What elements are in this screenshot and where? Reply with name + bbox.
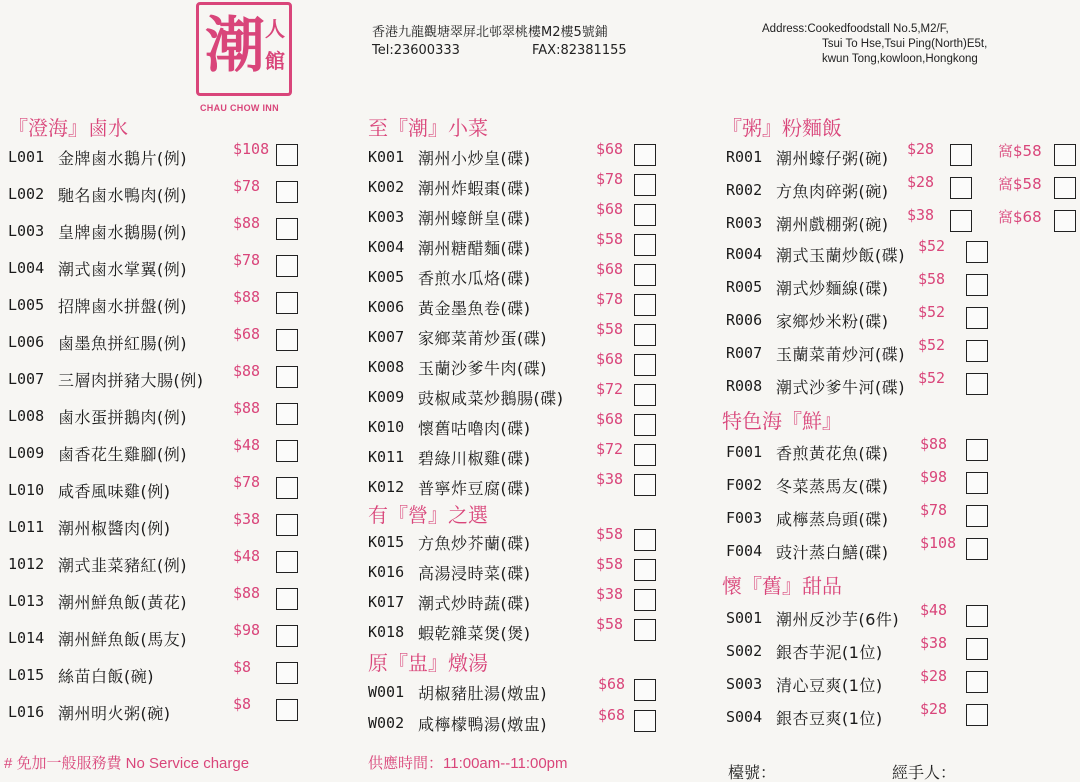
menu-item bbox=[368, 675, 728, 705]
order-checkbox[interactable] bbox=[966, 439, 988, 461]
address-en-line-2: Tsui To Hse,Tsui Ping(North)E5t, bbox=[822, 38, 988, 50]
item-code: L006 bbox=[8, 333, 45, 351]
menu-item bbox=[8, 325, 368, 355]
item-price: $48 bbox=[233, 547, 261, 565]
item-name: 潮式炒麵線(碟) bbox=[776, 279, 889, 298]
menu-item bbox=[726, 700, 1080, 730]
item-price: $108 bbox=[920, 534, 957, 552]
handler-label: 經手人： bbox=[892, 763, 957, 782]
item-code: K016 bbox=[368, 563, 405, 581]
item-price: $52 bbox=[918, 237, 946, 255]
order-checkbox[interactable] bbox=[634, 710, 656, 732]
item-price: $78 bbox=[596, 290, 624, 308]
menu-item bbox=[368, 585, 728, 615]
item-price: $98 bbox=[920, 468, 948, 486]
item-name: 鹵香花生雞腳(例) bbox=[58, 445, 187, 464]
item-name: 招牌鹵水拼盤(例) bbox=[58, 297, 187, 316]
order-checkbox[interactable] bbox=[950, 210, 972, 232]
item-name: 豉汁蒸白鱔(碟) bbox=[776, 543, 889, 562]
logo bbox=[196, 2, 292, 96]
order-checkbox[interactable] bbox=[966, 241, 988, 263]
item-code: L004 bbox=[8, 259, 45, 277]
order-checkbox[interactable] bbox=[966, 538, 988, 560]
item-name: 方魚炒芥蘭(碟) bbox=[418, 534, 531, 553]
item-name: 銀杏芋泥(1位) bbox=[776, 643, 883, 662]
item-name: 咸檸蒸烏頭(碟) bbox=[776, 510, 889, 529]
menu-item bbox=[368, 470, 728, 500]
order-checkbox-pot[interactable] bbox=[1054, 144, 1076, 166]
item-name: 家鄉炒米粉(碟) bbox=[776, 312, 889, 331]
order-checkbox[interactable] bbox=[950, 144, 972, 166]
order-checkbox[interactable] bbox=[634, 174, 656, 196]
order-checkbox[interactable] bbox=[276, 255, 298, 277]
item-price: $38 bbox=[233, 510, 261, 528]
item-code: L002 bbox=[8, 185, 45, 203]
item-price: $68 bbox=[596, 200, 624, 218]
item-price: $78 bbox=[233, 177, 261, 195]
order-checkbox[interactable] bbox=[276, 366, 298, 388]
order-checkbox[interactable] bbox=[634, 474, 656, 496]
menu-item bbox=[726, 173, 1080, 203]
item-name: 香煎黃花魚(碟) bbox=[776, 444, 889, 463]
order-checkbox[interactable] bbox=[634, 324, 656, 346]
menu-item bbox=[8, 584, 368, 614]
item-price: $78 bbox=[233, 473, 261, 491]
menu-item bbox=[368, 615, 728, 645]
item-name: 三層肉拼豬大腸(例) bbox=[58, 371, 204, 390]
item-name: 潮式玉蘭炒飯(碟) bbox=[776, 246, 905, 265]
item-name: 咸香風味雞(例) bbox=[58, 482, 171, 501]
menu-item bbox=[8, 362, 368, 392]
order-checkbox[interactable] bbox=[276, 218, 298, 240]
menu-item bbox=[368, 525, 728, 555]
fax: FAX:82381155 bbox=[532, 43, 627, 58]
menu-item bbox=[8, 214, 368, 244]
menu-item bbox=[8, 658, 368, 688]
item-price: $52 bbox=[918, 336, 946, 354]
item-price: $8 bbox=[233, 658, 252, 676]
item-name: 鹵墨魚拼紅腸(例) bbox=[58, 334, 187, 353]
item-price: $78 bbox=[920, 501, 948, 519]
item-code: K005 bbox=[368, 268, 405, 286]
item-price: $88 bbox=[233, 399, 261, 417]
order-checkbox[interactable] bbox=[634, 354, 656, 376]
order-checkbox[interactable] bbox=[634, 144, 656, 166]
logo-char-1: 人 bbox=[265, 17, 285, 41]
item-code: K006 bbox=[368, 298, 405, 316]
order-checkbox[interactable] bbox=[276, 625, 298, 647]
menu-item bbox=[8, 473, 368, 503]
item-name: 潮州鮮魚飯(黃花) bbox=[58, 593, 187, 612]
menu-item bbox=[368, 260, 728, 290]
item-code: L015 bbox=[8, 666, 45, 684]
section-title-dessert: 懷『舊』甜品 bbox=[722, 574, 842, 598]
item-price: $72 bbox=[596, 440, 624, 458]
item-price: $8 bbox=[233, 695, 252, 713]
item-name: 金牌鹵水鵝片(例) bbox=[58, 149, 187, 168]
menu-item bbox=[726, 237, 1080, 267]
order-checkbox[interactable] bbox=[966, 274, 988, 296]
item-price: $58 bbox=[596, 525, 624, 543]
item-code: L014 bbox=[8, 629, 45, 647]
item-code: R006 bbox=[726, 311, 763, 329]
item-price: $48 bbox=[233, 436, 261, 454]
item-code: L001 bbox=[8, 148, 45, 166]
menu-item bbox=[726, 303, 1080, 333]
item-price: $68 bbox=[596, 140, 624, 158]
item-code: 1012 bbox=[8, 555, 45, 573]
item-name: 香煎水瓜烙(碟) bbox=[418, 269, 531, 288]
order-checkbox[interactable] bbox=[276, 551, 298, 573]
item-code: L013 bbox=[8, 592, 45, 610]
item-name: 潮州炸蝦棗(碟) bbox=[418, 179, 531, 198]
item-name: 普寧炸豆腐(碟) bbox=[418, 479, 531, 498]
order-checkbox[interactable] bbox=[966, 638, 988, 660]
menu-item bbox=[8, 399, 368, 429]
item-price: $72 bbox=[596, 380, 624, 398]
item-code: R002 bbox=[726, 181, 763, 199]
item-code: K008 bbox=[368, 358, 405, 376]
item-price: $28 bbox=[907, 140, 935, 158]
item-price: $78 bbox=[596, 170, 624, 188]
item-name: 黃金墨魚卷(碟) bbox=[418, 299, 531, 318]
item-code: R005 bbox=[726, 278, 763, 296]
item-name: 鹵水蛋拼鵝肉(例) bbox=[58, 408, 187, 427]
item-code: K007 bbox=[368, 328, 405, 346]
item-code: K012 bbox=[368, 478, 405, 496]
item-code: L005 bbox=[8, 296, 45, 314]
order-checkbox[interactable] bbox=[634, 414, 656, 436]
item-name: 馳名鹵水鴨肉(例) bbox=[58, 186, 187, 205]
item-price: $88 bbox=[233, 362, 261, 380]
item-name: 絲苗白飯(碗) bbox=[58, 667, 154, 686]
item-name: 潮州鮮魚飯(馬友) bbox=[58, 630, 187, 649]
menu-item bbox=[726, 435, 1080, 465]
item-price: $58 bbox=[596, 555, 624, 573]
order-checkbox[interactable] bbox=[276, 329, 298, 351]
item-price: $48 bbox=[920, 601, 948, 619]
item-name: 胡椒豬肚湯(燉盅) bbox=[418, 684, 547, 703]
item-price: $58 bbox=[596, 320, 624, 338]
menu-item bbox=[368, 320, 728, 350]
menu-item bbox=[8, 436, 368, 466]
item-price: $68 bbox=[596, 260, 624, 278]
item-code: S002 bbox=[726, 642, 763, 660]
item-name: 玉蘭沙爹牛肉(碟) bbox=[418, 359, 547, 378]
table-number-label: 檯號： bbox=[728, 763, 777, 782]
header-contact-cn bbox=[372, 24, 627, 60]
item-name: 方魚肉碎粥(碗) bbox=[776, 182, 889, 201]
order-checkbox[interactable] bbox=[276, 514, 298, 536]
order-checkbox[interactable] bbox=[634, 559, 656, 581]
item-code: R001 bbox=[726, 148, 763, 166]
item-code: W001 bbox=[368, 683, 405, 701]
order-checkbox-pot[interactable] bbox=[1054, 210, 1076, 232]
item-price-pot: 窩$68 bbox=[998, 208, 1042, 226]
menu-item bbox=[8, 621, 368, 651]
address-en-line-3: kwun Tong,kowloon,Hongkong bbox=[822, 53, 978, 65]
item-name: 碧綠川椒雞(碟) bbox=[418, 449, 531, 468]
item-code: K001 bbox=[368, 148, 405, 166]
menu-item bbox=[8, 510, 368, 540]
order-checkbox[interactable] bbox=[634, 679, 656, 701]
order-checkbox[interactable] bbox=[966, 472, 988, 494]
item-name: 潮式沙爹牛河(碟) bbox=[776, 378, 905, 397]
item-name: 家鄉菜莆炒蛋(碟) bbox=[418, 329, 547, 348]
item-code: K015 bbox=[368, 533, 405, 551]
menu-item bbox=[726, 468, 1080, 498]
menu-item bbox=[368, 290, 728, 320]
item-name: 蝦乾雜菜煲(煲) bbox=[418, 624, 531, 643]
item-price: $52 bbox=[918, 369, 946, 387]
item-code: R004 bbox=[726, 245, 763, 263]
order-checkbox[interactable] bbox=[966, 340, 988, 362]
item-code: K004 bbox=[368, 238, 405, 256]
menu-item bbox=[368, 200, 728, 230]
item-price: $88 bbox=[233, 288, 261, 306]
menu-item bbox=[368, 706, 728, 736]
menu-item bbox=[8, 547, 368, 577]
item-price: $88 bbox=[233, 214, 261, 232]
menu-item bbox=[368, 170, 728, 200]
menu-item bbox=[368, 140, 728, 170]
menu-item bbox=[726, 270, 1080, 300]
item-name: 清心豆爽(1位) bbox=[776, 676, 883, 695]
menu-item bbox=[8, 695, 368, 725]
item-price: $78 bbox=[233, 251, 261, 269]
menu-item bbox=[726, 140, 1080, 170]
item-name: 潮州蠔餅皇(碟) bbox=[418, 209, 531, 228]
item-name: 高湯浸時菜(碟) bbox=[418, 564, 531, 583]
item-code: L009 bbox=[8, 444, 45, 462]
order-checkbox[interactable] bbox=[966, 505, 988, 527]
order-checkbox[interactable] bbox=[634, 619, 656, 641]
menu-item bbox=[368, 350, 728, 380]
order-checkbox[interactable] bbox=[966, 605, 988, 627]
item-price: $88 bbox=[233, 584, 261, 602]
item-code: L008 bbox=[8, 407, 45, 425]
item-price: $98 bbox=[233, 621, 261, 639]
item-name: 玉蘭菜莆炒河(碟) bbox=[776, 345, 905, 364]
order-checkbox[interactable] bbox=[966, 704, 988, 726]
order-checkbox[interactable] bbox=[276, 144, 298, 166]
order-checkbox[interactable] bbox=[276, 588, 298, 610]
item-price-pot: 窩$58 bbox=[998, 142, 1042, 160]
item-code: K018 bbox=[368, 623, 405, 641]
item-price: $88 bbox=[920, 435, 948, 453]
menu-item bbox=[368, 380, 728, 410]
item-name: 豉椒咸菜炒鵝腸(碟) bbox=[418, 389, 564, 408]
order-checkbox[interactable] bbox=[634, 444, 656, 466]
item-code: R008 bbox=[726, 377, 763, 395]
item-name: 潮州明火粥(碗) bbox=[58, 704, 171, 723]
item-price: $38 bbox=[596, 585, 624, 603]
item-name: 潮州椒醬肉(例) bbox=[58, 519, 171, 538]
item-code: S001 bbox=[726, 609, 763, 627]
item-price: $68 bbox=[598, 675, 626, 693]
item-code: K011 bbox=[368, 448, 405, 466]
section-title-soup: 原『盅』燉湯 bbox=[368, 651, 488, 675]
menu-item bbox=[8, 177, 368, 207]
item-code: S003 bbox=[726, 675, 763, 693]
address-cn: 香港九龍觀塘翠屏北邨翠桃樓M2樓5號鋪 bbox=[372, 25, 608, 40]
item-price: $28 bbox=[920, 667, 948, 685]
order-checkbox[interactable] bbox=[276, 477, 298, 499]
menu-item bbox=[368, 440, 728, 470]
menu-item bbox=[726, 336, 1080, 366]
logo-english-name: CHAU CHOW INN bbox=[200, 103, 279, 113]
item-price: $68 bbox=[233, 325, 261, 343]
item-price-pot: 窩$58 bbox=[998, 175, 1042, 193]
menu-item bbox=[726, 206, 1080, 236]
item-price: $58 bbox=[596, 230, 624, 248]
item-name: 潮州戲棚粥(碗) bbox=[776, 215, 889, 234]
item-price: $38 bbox=[907, 206, 935, 224]
item-name: 潮州糖醋麵(碟) bbox=[418, 239, 531, 258]
item-name: 潮式鹵水掌翼(例) bbox=[58, 260, 187, 279]
order-checkbox[interactable] bbox=[966, 307, 988, 329]
item-price: $68 bbox=[596, 350, 624, 368]
item-code: F001 bbox=[726, 443, 763, 461]
item-code: K010 bbox=[368, 418, 405, 436]
order-checkbox[interactable] bbox=[634, 384, 656, 406]
item-price: $38 bbox=[920, 634, 948, 652]
telephone: Tel:23600333 bbox=[372, 43, 460, 58]
order-checkbox[interactable] bbox=[634, 204, 656, 226]
menu-item bbox=[368, 410, 728, 440]
section-title-seafood: 特色海『鮮』 bbox=[722, 409, 842, 433]
order-checkbox-pot[interactable] bbox=[1054, 177, 1076, 199]
logo-char-2: 館 bbox=[265, 49, 285, 73]
order-checkbox[interactable] bbox=[634, 529, 656, 551]
item-price: $58 bbox=[596, 615, 624, 633]
item-code: K003 bbox=[368, 208, 405, 226]
item-code: L010 bbox=[8, 481, 45, 499]
menu-item bbox=[8, 288, 368, 318]
section-title-veg: 有『營』之選 bbox=[368, 503, 488, 527]
order-checkbox[interactable] bbox=[966, 671, 988, 693]
order-checkbox[interactable] bbox=[634, 234, 656, 256]
no-service-charge-note: # 免加一般服務費 No Service charge bbox=[4, 755, 250, 772]
menu-item bbox=[726, 501, 1080, 531]
order-checkbox[interactable] bbox=[634, 589, 656, 611]
item-name: 潮州蠔仔粥(碗) bbox=[776, 149, 889, 168]
item-price: $28 bbox=[920, 700, 948, 718]
opening-hours: 供應時間：11:00am--11:00pm bbox=[368, 755, 568, 772]
menu-item bbox=[8, 251, 368, 281]
item-price: $108 bbox=[233, 140, 270, 158]
item-name: 冬菜蒸馬友(碟) bbox=[776, 477, 889, 496]
menu-item bbox=[726, 369, 1080, 399]
menu-item bbox=[726, 601, 1080, 631]
item-code: S004 bbox=[726, 708, 763, 726]
item-code: R007 bbox=[726, 344, 763, 362]
item-price: $38 bbox=[596, 470, 624, 488]
item-name: 咸檸檬鴨湯(燉盅) bbox=[418, 715, 547, 734]
item-price: $68 bbox=[596, 410, 624, 428]
order-checkbox[interactable] bbox=[634, 264, 656, 286]
item-code: L016 bbox=[8, 703, 45, 721]
order-checkbox[interactable] bbox=[276, 403, 298, 425]
menu-item bbox=[368, 230, 728, 260]
order-checkbox[interactable] bbox=[276, 181, 298, 203]
order-checkbox[interactable] bbox=[276, 292, 298, 314]
item-name: 潮州小炒皇(碟) bbox=[418, 149, 531, 168]
menu-item bbox=[726, 634, 1080, 664]
item-name: 皇牌鹵水鵝腸(例) bbox=[58, 223, 187, 242]
item-code: L011 bbox=[8, 518, 45, 536]
order-checkbox[interactable] bbox=[276, 699, 298, 721]
item-code: F004 bbox=[726, 542, 763, 560]
menu-item bbox=[8, 140, 368, 170]
item-code: L007 bbox=[8, 370, 45, 388]
logo-main-char: 潮 bbox=[205, 11, 265, 81]
menu-item bbox=[726, 534, 1080, 564]
item-price: $58 bbox=[918, 270, 946, 288]
order-checkbox[interactable] bbox=[950, 177, 972, 199]
order-checkbox[interactable] bbox=[276, 662, 298, 684]
item-code: R003 bbox=[726, 214, 763, 232]
item-name: 銀杏豆爽(1位) bbox=[776, 709, 883, 728]
item-price: $52 bbox=[918, 303, 946, 321]
section-title-small-dishes: 至『潮』小菜 bbox=[368, 116, 488, 140]
item-code: F002 bbox=[726, 476, 763, 494]
item-code: F003 bbox=[726, 509, 763, 527]
item-code: L003 bbox=[8, 222, 45, 240]
menu-item bbox=[368, 555, 728, 585]
item-name: 潮式韭菜豬紅(例) bbox=[58, 556, 187, 575]
item-price: $68 bbox=[598, 706, 626, 724]
item-code: K009 bbox=[368, 388, 405, 406]
item-code: W002 bbox=[368, 714, 405, 732]
item-name: 潮州反沙芋(6件) bbox=[776, 610, 900, 629]
item-name: 潮式炒時蔬(碟) bbox=[418, 594, 531, 613]
item-name: 懷舊咕嚕肉(碟) bbox=[418, 419, 531, 438]
section-title-congee: 『粥』粉麵飯 bbox=[722, 116, 842, 140]
section-title-braised: 『澄海』鹵水 bbox=[8, 116, 128, 140]
address-en-line-1: Address:Cookedfoodstall No.5,M2/F, bbox=[762, 23, 949, 35]
header-address-en bbox=[762, 22, 987, 67]
order-checkbox[interactable] bbox=[634, 294, 656, 316]
item-price: $28 bbox=[907, 173, 935, 191]
item-code: K002 bbox=[368, 178, 405, 196]
item-code: K017 bbox=[368, 593, 405, 611]
order-checkbox[interactable] bbox=[276, 440, 298, 462]
menu-item bbox=[726, 667, 1080, 697]
order-checkbox[interactable] bbox=[966, 373, 988, 395]
